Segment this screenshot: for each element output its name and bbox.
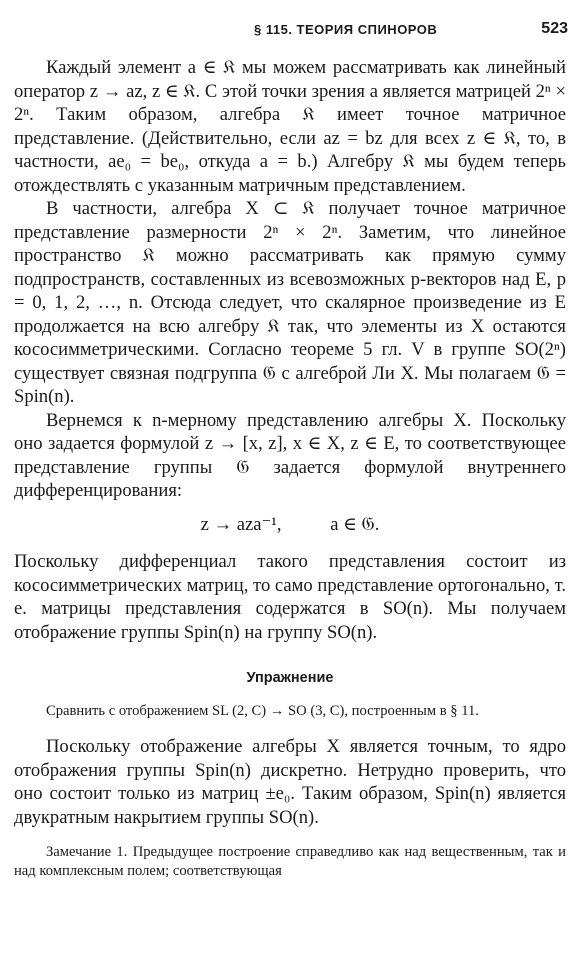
running-head: § 115. ТЕОРИЯ СПИНОРОВ xyxy=(254,22,438,37)
page-body xyxy=(14,56,566,881)
page-header xyxy=(14,20,568,40)
paragraph-orthogonality: Поскольку дифференциал такого представления состоит из кососимметрических матриц, то само представление ортогонально, т. е. матрицы представления содержатся в SO(n). Мы получаем отображение группы Spin(n) на группу SO(n). xyxy=(14,551,566,643)
exercise-title: Упражнение xyxy=(246,670,334,686)
paragraph-matrix-representation: Каждый элемент a ∈ 𝔎 мы можем рассматривать как линейный оператор z → az, z ∈ 𝔎. С этой точки зрения a является матрицей 2ⁿ × 2ⁿ. Таким образом, алгебра 𝔎 имеет точное матричное представление. (Действительно, если az = bz для всех z ∈ 𝔎, то, в частности, ae₀ = be₀, откуда a = b.) Алгебру 𝔎 мы будем теперь отождествлять с указанным матричным представлением. xyxy=(14,57,566,196)
exercise-text: Сравнить с отображением SL (2, C) → SO (3, C), построенным в § 11. xyxy=(46,703,479,719)
page-number: 523 xyxy=(541,20,568,37)
paragraph-spin-group-definition: В частности, алгебра X ⊂ 𝔎 получает точное матричное представление размерности 2ⁿ × 2ⁿ. Заметим, что линейное пространство 𝔎 можно рассматривать как прямую сумму подпространств, составленных из всевозможных p-векторов над E, p = 0, 1, 2, …, n. Отсюда следует, что скалярное произведение из E продолжается на всю алгебру 𝔎 так, что элементы из X остаются кососимметрическими. Согласно теореме 5 гл. V в группе SO(2ⁿ) существует связная подгруппа 𝔊 с алгеброй Ли X. Мы полагаем 𝔊 = Spin(n). xyxy=(14,198,566,407)
remark-1: Замечание 1. Предыдущее построение справедливо как над вещественным, так и над комплексным полем; соответствующая xyxy=(14,844,566,879)
display-formula xyxy=(14,513,566,537)
formula-domain: a ∈ 𝔊. xyxy=(330,513,380,535)
paragraph-n-dimensional-representation: Вернемся к n-мерному представлению алгебры X. Поскольку оно задается формулой z → [x, z], x ∈ X, z ∈ E, то соответствующее представление группы 𝔊 задается формулой внутреннего дифференцирования: xyxy=(14,409,566,501)
formula-conjugation: z → aza⁻¹, xyxy=(200,513,282,535)
paragraph-kernel: Поскольку отображение алгебры X является точным, то ядро отображения группы Spin(n) дискретно. Нетрудно проверить, что оно состоит только из матриц ±e₀. Таким образом, Spin(n) является двукратным накрытием группы SO(n). xyxy=(14,736,566,828)
